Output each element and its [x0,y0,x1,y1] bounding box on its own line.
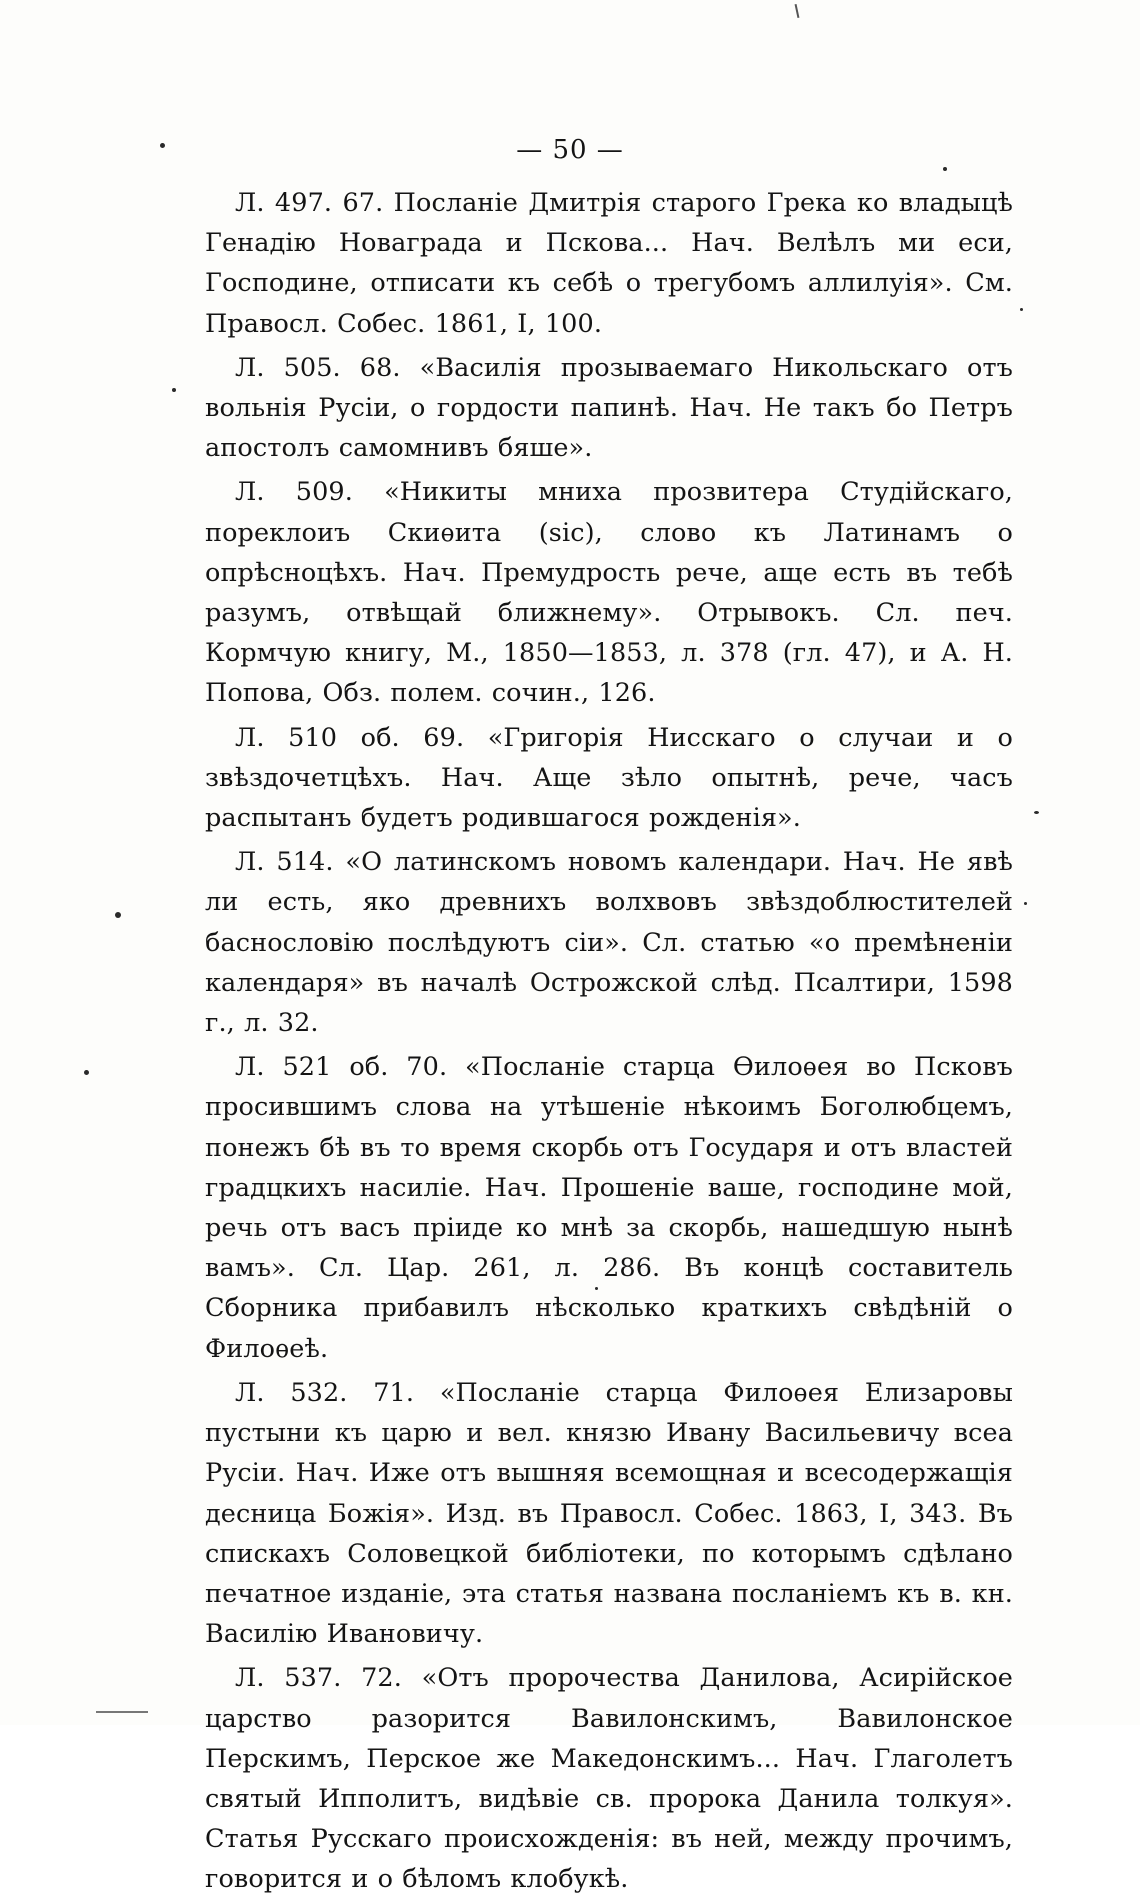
scan-artifact [943,167,947,171]
manuscript-entry: Л. 537. 72. «Отъ пророчества Данилова, Асирійское царство разорится Вавилонскимъ, Вавилонское Перскимъ, Перское же Македонскимъ... Нач. Глаголетъ святый Ипполитъ, видѣвіе св. пророка Данила толкуя». Статья Русскаго происхожденія: въ ней, между прочимъ, говорится и о бѣломъ клобукѣ. [205,1663,1013,1895]
scan-artifact [1024,902,1027,905]
page-number: — 50 — [516,135,624,165]
scan-artifact [1034,811,1039,814]
manuscript-entry: Л. 505. 68. «Василія прозываемаго Никольскаго отъ вольнія Русіи, о гордости папинѣ. Нач. Не такъ бо Петръ апостолъ самомнивъ бяше». [205,352,1013,464]
manuscript-entry: Л. 521 об. 70. «Посланіе старца Ѳилоѳея во Псковъ просившимъ слова на утѣшеніе нѣкоимъ Боголюбцемъ, понежъ бѣ въ то время скорбь отъ Государя и отъ властей градцкихъ насиліе. Нач. Прошеніе ваше, господине мой, речь отъ васъ пріиде ко мнѣ за скорбь, нашедшую нынѣ вамъ». Сл. Цар. 261, л. 286. Въ концѣ составитель Сборника прибавилъ нѣсколько краткихъ свѣдѣній о Филоѳеѣ. [205,1052,1013,1364]
scan-artifact [96,1711,148,1713]
manuscript-entry: Л. 510 об. 69. «Григорія Нисскаго о случаи и о звѣздочетцѣхъ. Нач. Аще зѣло опытнѣ, рече, часъ распытанъ будетъ родившагося рожденія». [205,722,1013,834]
manuscript-entry: Л. 509. «Никиты мниха прозвитера Студійскаго, пореклоиъ Скиѳита (sic), слово къ Латинамъ о опрѣсноцѣхъ. Нач. Премудрость рече, аще есть въ тебѣ разумъ, отвѣщай ближнему». Отрывокъ. Сл. печ. Кормчую книгу, М., 1850—1853, л. 378 (гл. 47), и А. Н. Попова, Обз. полем. сочин., 126. [205,477,1013,709]
scan-artifact [115,912,121,918]
manuscript-entry: Л. 514. «О латинскомъ новомъ календари. Нач. Не явѣ ли есть, яко древнихъ волхвовъ звѣздоблюстителей баснословію послѣдуютъ сіи». Сл. статью «о премѣненіи календаря» въ началѣ Острожской слѣд. Псалтири, 1598 г., л. 32. [205,847,1013,1039]
text-body [205,183,1013,1904]
scan-artifact [172,388,176,392]
scan-artifact [1020,308,1023,311]
manuscript-entry: Л. 532. 71. «Посланіе старца Филоѳея Елизаровы пустыни къ царю и вел. князю Ивану Васильевичу всеа Русіи. Нач. Иже отъ вышняя всемощная и всесодержащія десница Божія». Изд. въ Правосл. Собес. 1863, I, 343. Въ спискахъ Соловецкой библіотеки, по которымъ сдѣлано печатное изданіе, эта статья названа посланіемъ къ в. кн. Василію Ивановичу. [205,1377,1013,1650]
scan-artifact [795,4,800,18]
scan-artifact [84,1070,89,1075]
manuscript-entry: Л. 497. 67. Посланіе Дмитрія старого Грека ко владыцѣ Генадію Новаграда и Пскова... Нач. Велѣлъ ми еси, Господине, отписати къ себѣ о трегубомъ аллилуія». См. Правосл. Собес. 1861, I, 100. [205,188,1013,339]
